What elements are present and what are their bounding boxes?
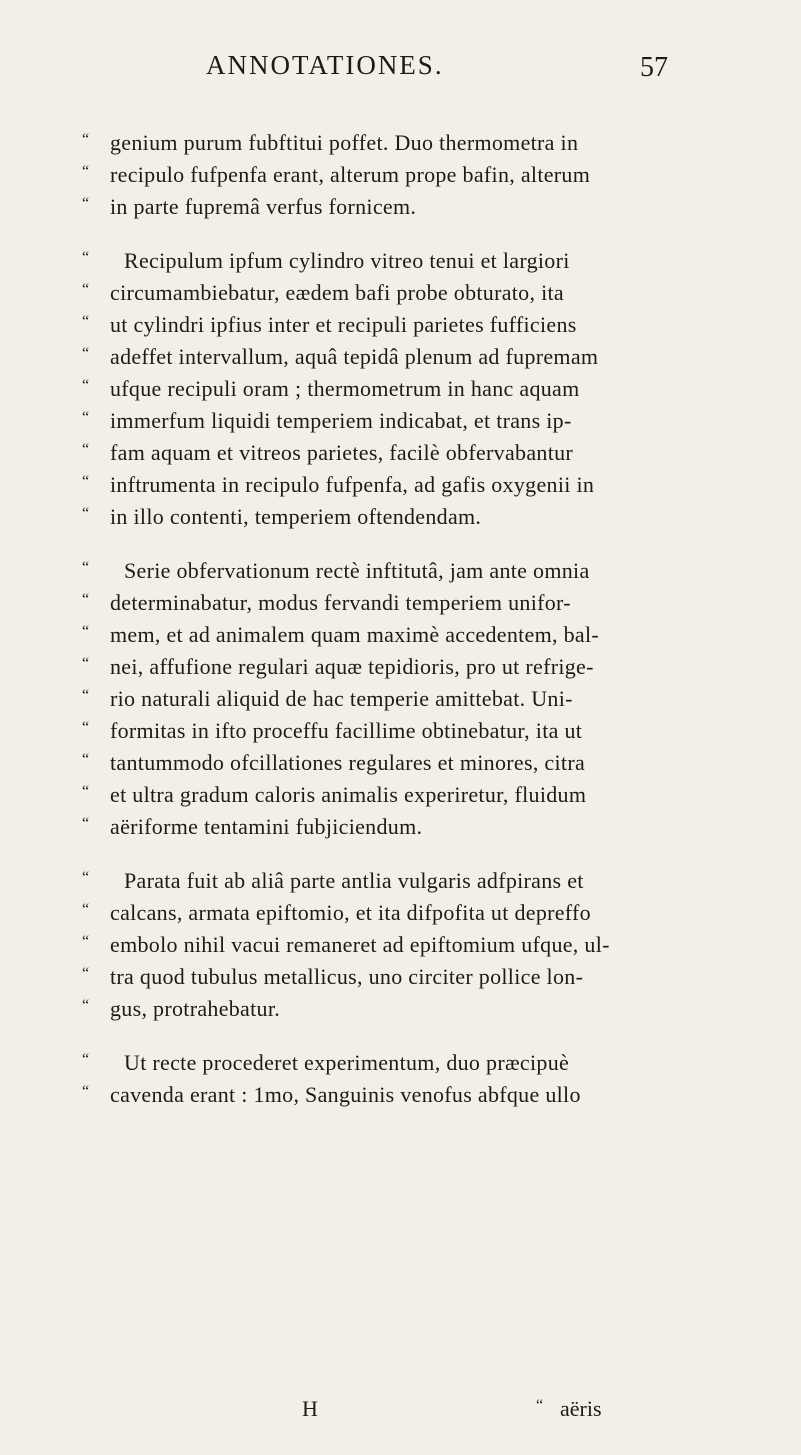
- line-text: cavenda erant : 1mo, Sanguinis venofus abfque ullo: [110, 1082, 581, 1107]
- line-text: adeffet intervallum, aquâ tepidâ plenum ad fupremam: [110, 344, 599, 369]
- catchword-text: aëris: [560, 1396, 602, 1421]
- text-line: [82, 990, 772, 1022]
- quote-mark: “: [82, 719, 90, 736]
- line-text: aëriforme tentamini fubjiciendum.: [110, 814, 423, 839]
- line-text: embolo nihil vacui remaneret ad epiftomium ufque, ul-: [110, 932, 610, 957]
- text-line: [82, 306, 772, 338]
- text-line: [82, 958, 772, 990]
- text-line: [82, 552, 772, 584]
- quote-mark: “: [82, 281, 90, 298]
- quote-mark: “: [82, 869, 90, 886]
- line-text: et ultra gradum caloris animalis experiretur, fluidum: [110, 782, 587, 807]
- quote-mark: “: [82, 783, 90, 800]
- line-text: inftrumenta in recipulo fufpenfa, ad gafis oxygenii in: [110, 472, 595, 497]
- quote-mark: “: [82, 409, 90, 426]
- quote-mark: “: [82, 559, 90, 576]
- quote-mark: “: [82, 473, 90, 490]
- text-line: [82, 1044, 772, 1076]
- quote-mark: “: [82, 933, 90, 950]
- line-text: Serie obfervationum rectè inftitutâ, jam ante omnia: [124, 558, 590, 583]
- quote-mark: “: [82, 1083, 90, 1100]
- quote-mark: “: [82, 345, 90, 362]
- text-body: [82, 124, 772, 1130]
- text-line: [82, 156, 772, 188]
- paragraph: [82, 124, 772, 220]
- quote-mark: “: [82, 751, 90, 768]
- line-text: tantummodo ofcillationes regulares et minores, citra: [110, 750, 586, 775]
- quote-mark: “: [82, 249, 90, 266]
- line-text: gus, protrahebatur.: [110, 996, 281, 1021]
- quote-mark: “: [82, 687, 90, 704]
- text-line: [82, 808, 772, 840]
- text-line: [82, 862, 772, 894]
- line-text: formitas in ifto proceffu facillime obtinebatur, ita ut: [110, 718, 583, 743]
- paragraph: [82, 1044, 772, 1108]
- line-text: fam aquam et vitreos parietes, facilè obfervabantur: [110, 440, 574, 465]
- quote-mark: “: [82, 163, 90, 180]
- quote-mark: “: [82, 901, 90, 918]
- line-text: determinabatur, modus fervandi temperiem unifor-: [110, 590, 571, 615]
- text-line: [82, 1076, 772, 1108]
- line-text: ufque recipuli oram ; thermometrum in hanc aquam: [110, 376, 580, 401]
- line-text: recipulo fufpenfa erant, alterum prope bafin, alterum: [110, 162, 591, 187]
- text-line: [82, 776, 772, 808]
- quote-mark: “: [82, 623, 90, 640]
- text-line: [82, 434, 772, 466]
- signature-mark: H: [302, 1396, 318, 1421]
- page-footer: [0, 1396, 801, 1426]
- paragraph: [82, 242, 772, 530]
- line-text: mem, et ad animalem quam maximè accedentem, bal-: [110, 622, 600, 647]
- text-line: [82, 124, 772, 156]
- line-text: immerfum liquidi temperiem indicabat, et trans ip-: [110, 408, 572, 433]
- line-text: nei, affufione regulari aquæ tepidioris, pro ut refrige-: [110, 654, 594, 679]
- quote-mark: “: [82, 997, 90, 1014]
- line-text: calcans, armata epiftomio, et ita difpofita ut depreffo: [110, 900, 591, 925]
- quote-mark: “: [82, 655, 90, 672]
- line-text: Parata fuit ab aliâ parte antlia vulgaris adfpirans et: [124, 868, 584, 893]
- text-line: [82, 242, 772, 274]
- paragraph: [82, 552, 772, 840]
- text-line: [82, 338, 772, 370]
- quote-mark: “: [82, 591, 90, 608]
- line-text: Recipulum ipfum cylindro vitreo tenui et largiori: [124, 248, 570, 273]
- text-line: [82, 926, 772, 958]
- quote-mark: “: [82, 441, 90, 458]
- text-line: [82, 498, 772, 530]
- quote-mark: “: [82, 377, 90, 394]
- text-line: [82, 744, 772, 776]
- quote-mark: “: [82, 815, 90, 832]
- text-line: [82, 274, 772, 306]
- text-line: [82, 648, 772, 680]
- paragraph: [82, 862, 772, 1022]
- line-text: rio naturali aliquid de hac temperie amittebat. Uni-: [110, 686, 573, 711]
- quote-mark: “: [82, 1051, 90, 1068]
- line-text: circumambiebatur, eædem bafi probe obturato, ita: [110, 280, 564, 305]
- text-line: [82, 616, 772, 648]
- page-number: 57: [640, 52, 668, 83]
- text-line: [82, 370, 772, 402]
- line-text: in illo contenti, temperiem oftendendam.: [110, 504, 482, 529]
- quote-mark: “: [82, 313, 90, 330]
- quote-mark: “: [82, 965, 90, 982]
- text-line: [82, 584, 772, 616]
- page-header: [0, 50, 801, 94]
- line-text: genium purum fubftitui poffet. Duo thermometra in: [110, 130, 579, 155]
- line-text: ut cylindri ipfius inter et recipuli parietes fufficiens: [110, 312, 577, 337]
- text-line: [82, 712, 772, 744]
- line-text: Ut recte procederet experimentum, duo præcipuè: [124, 1050, 570, 1075]
- text-line: [82, 466, 772, 498]
- catchword: [536, 1396, 602, 1422]
- quote-mark: “: [82, 131, 90, 148]
- quote-mark: “: [82, 505, 90, 522]
- line-text: tra quod tubulus metallicus, uno circiter pollice lon-: [110, 964, 584, 989]
- running-head: ANNOTATIONES.: [206, 50, 444, 80]
- quote-mark: “: [536, 1397, 544, 1414]
- line-text: in parte fupremâ verfus fornicem.: [110, 194, 417, 219]
- quote-mark: “: [82, 195, 90, 212]
- text-line: [82, 188, 772, 220]
- text-line: [82, 402, 772, 434]
- text-line: [82, 680, 772, 712]
- text-line: [82, 894, 772, 926]
